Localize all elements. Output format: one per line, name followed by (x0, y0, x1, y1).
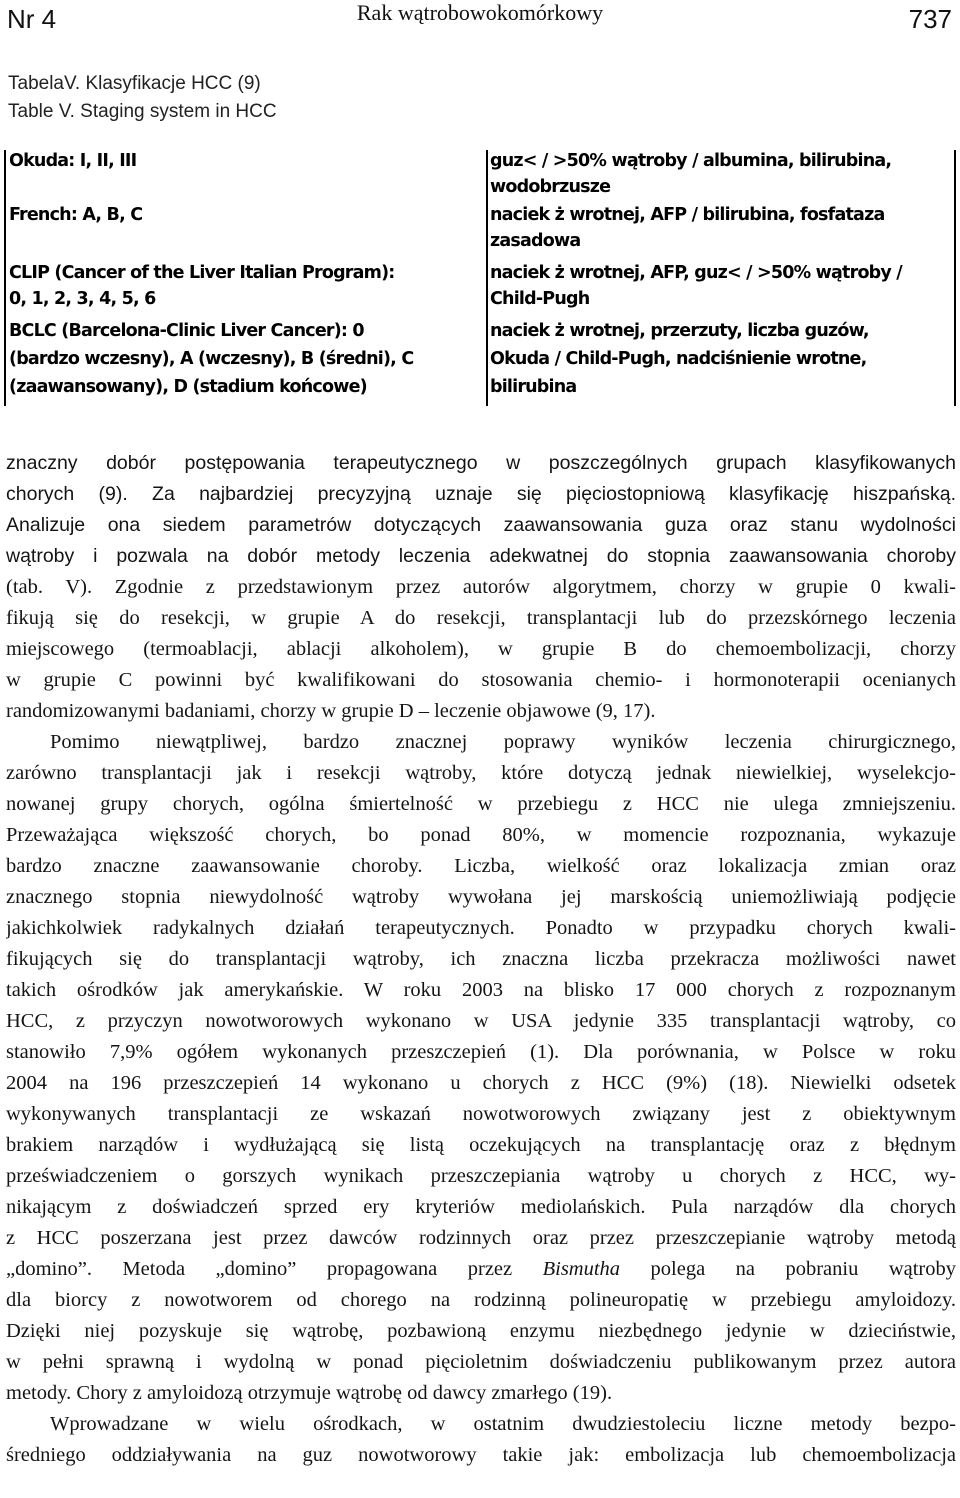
table-cell-bclc-name-1: BCLC (Barcelona-Clinic Liver Cancer): 0 (9, 321, 364, 341)
table-border-right (954, 150, 956, 406)
body-line: takich ośrodków jak amerykańskie. W roku 2003 na blisko 17 000 chorych z rozpoznanym (6, 979, 956, 1001)
table-cell-bclc-name-3: (zaawansowany), D (stadium końcowe) (9, 377, 367, 397)
table-cell-french-params-2: zasadowa (490, 231, 581, 251)
body-line: z HCC poszerzana jest przez dawców rodzinnych oraz przez przeszczepianie wątroby metodą (6, 1227, 956, 1249)
body-line: HCC, z przyczyn nowotworowych wykonano w USA jedynie 335 transplantacji wątroby, co (6, 1010, 956, 1032)
table-cell-okuda-params-1: guz< / >50% wątroby / albumina, bilirubina, (490, 151, 892, 171)
body-line: wątroby i pozwala na dobór metody leczenia adekwatnej do stopnia zaawansowania choroby (6, 545, 956, 567)
table-cell-clip-params-2: Child-Pugh (490, 289, 590, 309)
author-name-italic: Bismutha (542, 1258, 621, 1280)
body-line: zarówno transplantacji jak i resekcji wątroby, które dotyczą jednak niewielkiej, wyselekcjo- (6, 762, 956, 784)
body-line: 2004 na 196 przeszczepień 14 wykonano u chorych z HCC (9%) (18). Niewielki odsetek (6, 1072, 956, 1094)
body-line: wykonywanych transplantacji ze wskazań nowotworowych związany jest z obiektywnym (6, 1103, 956, 1125)
body-line: przeświadczeniem o gorszych wynikach przeszczepiania wątroby u chorych z HCC, wy- (6, 1165, 956, 1187)
body-line: znacznego stopnia niewydolność wątroby wywołana jej marskością uniemożliwiają podjęcie (6, 886, 956, 908)
body-line: jakichkolwiek radykalnych działań terapeutycznych. Ponadto w przypadku chorych kwali- (6, 917, 956, 939)
table-border-left (4, 150, 6, 406)
body-line: dla biorcy z nowotworem od chorego na rodzinną polineuropatię w przebiegu amyloidozy. (6, 1289, 956, 1311)
body-line-domino (6, 1254, 956, 1285)
table-cell-okuda-params-2: wodobrzusze (490, 177, 611, 197)
body-line: brakiem narządów i wydłużającą się listą oczekujących na transplantację oraz z błędnym (6, 1134, 956, 1156)
body-line: stanowiło 7,9% ogółem wykonanych przeszczepień (1). Dla porównania, w Polsce w roku (6, 1041, 956, 1063)
table-caption-polish: TabelaV. Klasyfikacje HCC (9) (8, 73, 261, 94)
body-line: (tab. V). Zgodnie z przedstawionym przez autorów algorytmem, chorzy w grupie 0 kwali- (6, 576, 956, 598)
body-line: Dzięki niej pozyskuje się wątrobę, pozbawioną enzymu niezbędnego jedynie w dzieciństwie, (6, 1320, 956, 1342)
body-line-paragraph-start: Pomimo niewątpliwej, bardzo znacznej poprawy wyników leczenia chirurgicznego, (50, 731, 956, 753)
body-line: Analizuje ona siedem parametrów dotyczących zaawansowania guza oraz stanu wydolności (6, 514, 956, 536)
article-body (6, 448, 956, 1471)
table-caption-english: Table V. Staging system in HCC (8, 101, 277, 122)
body-line: randomizowanymi badaniami, chorzy w grupie D – leczenie objawowe (9, 17). (6, 700, 656, 722)
page-header (0, 0, 960, 40)
body-line: bardzo znaczne zaawansowanie choroby. Liczba, wielkość oraz lokalizacja zmian oraz (6, 855, 956, 877)
body-line: nikającym z doświadczeń sprzed ery kryteriów mediolańskich. Pula narządów dla chorych (6, 1196, 956, 1218)
table-cell-bclc-name-2: (bardzo wczesny), A (wczesny), B (średni), C (9, 349, 414, 369)
page-number: 737 (908, 4, 952, 34)
domino-text-before: „domino”. Metoda „domino” propagowana przez (6, 1258, 543, 1280)
body-line: w pełni sprawną i wydolną w ponad pięcioletnim doświadczeniu publikowanym przez autora (6, 1351, 956, 1373)
table-cell-clip-name-1: CLIP (Cancer of the Liver Italian Program): (9, 263, 395, 283)
body-line: fikujących się do transplantacji wątroby, ich znaczna liczba przekracza możliwości nawet (6, 948, 956, 970)
table-cell-french-name: French: A, B, C (9, 205, 143, 225)
table-cell-bclc-params-3: bilirubina (490, 377, 577, 397)
body-line: fikują się do resekcji, w grupie A do resekcji, transplantacji lub do przezskórnego leczenia (6, 607, 956, 629)
body-line: średniego oddziaływania na guz nowotworowy takie jak: embolizacja lub chemoembolizacja (6, 1444, 956, 1466)
body-line: miejscowego (termoablacji, ablacji alkoholem), w grupie B do chemoembolizacji, chorzy (6, 638, 956, 660)
staging-table (4, 148, 956, 406)
table-cell-clip-name-2: 0, 1, 2, 3, 4, 5, 6 (9, 289, 156, 309)
body-line-paragraph-start: Wprowadzane w wielu ośrodkach, w ostatnim dwudziestoleciu liczne metody bezpo- (50, 1413, 956, 1435)
table-caption (8, 70, 277, 126)
domino-text-after: polega na pobraniu wątroby (620, 1258, 956, 1280)
running-title: Rak wątrobowokomórkowy (356, 0, 604, 25)
body-line: chorych (9). Za najbardziej precyzyjną uznaje się pięciostopniową klasyfikację hiszpańską. (6, 483, 956, 505)
body-line: w grupie C powinni być kwalifikowani do stosowania chemio- i hormonoterapii ocenianych (6, 669, 956, 691)
table-border-middle (486, 150, 488, 406)
table-cell-okuda-name: Okuda: I, II, III (9, 151, 137, 171)
body-line: nowanej grupy chorych, ogólna śmiertelność w przebiegu z HCC nie ulega zmniejszeniu. (6, 793, 956, 815)
body-line: metody. Chory z amyloidozą otrzymuje wątrobę od dawcy zmarłego (19). (6, 1382, 613, 1404)
table-cell-french-params-1: naciek ż wrotnej, AFP / bilirubina, fosfataza (490, 205, 885, 225)
body-line: Przeważająca większość chorych, bo ponad 80%, w momencie rozpoznania, wykazuje (6, 824, 956, 846)
issue-number: Nr 4 (7, 4, 57, 34)
table-cell-bclc-params-1: naciek ż wrotnej, przerzuty, liczba guzów, (490, 321, 869, 341)
body-line: znaczny dobór postępowania terapeutycznego w poszczególnych grupach klasyfikowanych (6, 452, 956, 474)
table-cell-bclc-params-2: Okuda / Child-Pugh, nadciśnienie wrotne, (490, 349, 867, 369)
table-cell-clip-params-1: naciek ż wrotnej, AFP, guz< / >50% wątroby / (490, 263, 902, 283)
